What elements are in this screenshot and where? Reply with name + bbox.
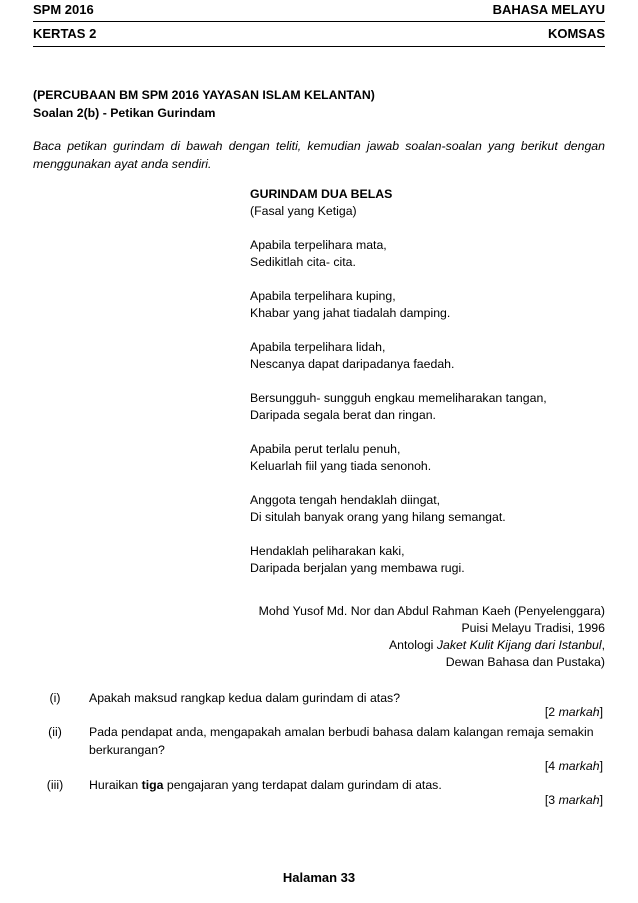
instruction-text: Baca petikan gurindam di bawah dengan teliti, kemudian jawab soalan-soalan yang berikut dengan menggunakan ayat anda sendiri. <box>33 139 605 171</box>
poem <box>250 186 547 577</box>
poem-line: Apabila terpelihara kuping, <box>250 289 396 303</box>
poem-line: Apabila terpelihara mata, <box>250 238 387 252</box>
source-anthology-title: Jaket Kulit Kijang dari Istanbul <box>436 638 602 652</box>
question-number: (iii) <box>46 778 64 792</box>
poem-line: Hendaklah peliharakan kaki, <box>250 544 405 558</box>
poem-line: Khabar yang jahat tiadalah damping. <box>250 306 451 320</box>
question-number: (ii) <box>48 725 62 739</box>
poem-line: Nescanya dapat daripadanya faedah. <box>250 357 455 371</box>
poem-line: Bersungguh- sungguh engkau memeliharakan tangan, <box>250 391 547 405</box>
poem-line: Daripada segala berat dan ringan. <box>250 408 436 422</box>
source-editors: Mohd Yusof Md. Nor dan Abdul Rahman Kaeh (Penyelenggara) <box>258 604 605 618</box>
header-paper-label: KERTAS 2 <box>33 26 97 41</box>
header-divider-bottom <box>33 46 605 47</box>
header-subject-label: BAHASA MELAYU <box>492 2 605 17</box>
poem-subtitle: (Fasal yang Ketiga) <box>250 204 357 218</box>
header-row-top <box>33 2 605 20</box>
question-marks: [3 markah] <box>544 793 603 807</box>
question-number: (i) <box>49 691 61 705</box>
poem-line: Sedikitlah cita- cita. <box>250 255 356 269</box>
header-row-bottom <box>33 26 605 44</box>
poem-line: Apabila terpelihara lidah, <box>250 340 386 354</box>
header-component-label: KOMSAS <box>547 26 605 41</box>
question-marks: [2 markah] <box>544 705 603 719</box>
question-text: Apakah maksud rangkap kedua dalam gurindam di atas? <box>89 691 401 705</box>
question-text: Pada pendapat anda, mengapakah amalan berbudi bahasa dalam kalangan remaja semakin berkurangan? <box>89 725 594 757</box>
source-publisher: Dewan Bahasa dan Pustaka) <box>445 655 605 669</box>
poem-line: Anggota tengah hendaklah diingat, <box>250 493 441 507</box>
poem-title: GURINDAM DUA BELAS <box>250 187 393 201</box>
poem-line: Keluarlah fiil yang tiada senonoh. <box>250 459 432 473</box>
source-anthology: Antologi Jaket Kulit Kijang dari Istanbul, <box>388 638 605 652</box>
question-text: Huraikan tiga pengajaran yang terdapat dalam gurindam di atas. <box>89 778 442 792</box>
poem-line: Di situlah banyak orang yang hilang semangat. <box>250 510 506 524</box>
section-subtitle: Soalan 2(b) - Petikan Gurindam <box>33 106 216 120</box>
question-marks: [4 markah] <box>544 759 603 773</box>
poem-source <box>259 603 605 671</box>
source-book: Puisi Melayu Tradisi, 1996 <box>461 621 605 635</box>
header-divider-top <box>33 21 605 22</box>
poem-line: Apabila perut terlalu penuh, <box>250 442 401 456</box>
poem-line: Daripada berjalan yang membawa rugi. <box>250 561 465 575</box>
page-number: Halaman 33 <box>282 870 356 885</box>
section-title: (PERCUBAAN BM SPM 2016 YAYASAN ISLAM KELANTAN) <box>33 88 375 102</box>
header-exam-label: SPM 2016 <box>33 2 94 17</box>
